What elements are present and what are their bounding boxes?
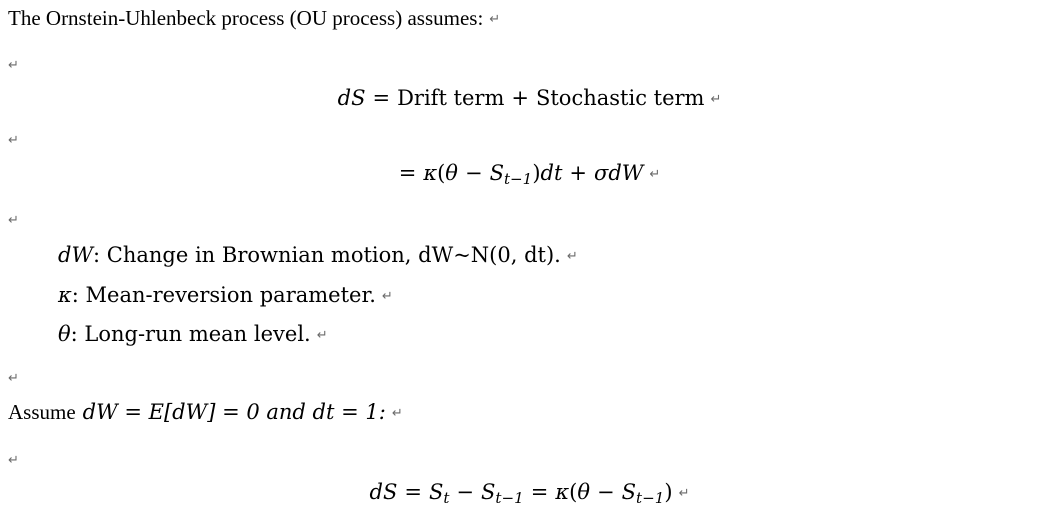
definition-dW-text: : Change in Brownian motion, dW~N(0, dt).: [93, 243, 561, 267]
assume-paragraph: [8, 402, 403, 423]
eq2-sigma: σ: [594, 161, 609, 185]
intro-text: The Ornstein-Uhlenbeck process (OU process) assumes:: [8, 6, 484, 30]
eq1-stochastic-term: Stochastic term: [535, 86, 705, 110]
pilcrow-mark-blank-5: ↵: [8, 452, 19, 467]
eq2-minus: −: [464, 161, 483, 185]
definition-dW: [58, 243, 578, 267]
pilcrow-mark: ↵: [489, 11, 501, 26]
definition-theta-text: : Long-run mean level.: [70, 322, 311, 346]
pilcrow-mark-blank-3: ↵: [8, 212, 19, 227]
eq2-dt: dt: [540, 161, 563, 185]
pilcrow-mark-def-3: ↵: [316, 327, 328, 342]
definition-kappa-symbol: κ: [58, 283, 72, 307]
assume-expression: dW = E[dW] = 0 and dt = 1:: [82, 400, 386, 424]
equation-ou-sde: [0, 161, 1059, 188]
pilcrow-mark-eq1: ↵: [710, 91, 722, 106]
eq1-equals: =: [372, 86, 391, 110]
pilcrow-mark-blank-4: ↵: [8, 370, 19, 385]
definition-kappa-text: : Mean-reversion parameter.: [71, 283, 376, 307]
eq2-S: S: [489, 161, 504, 185]
definition-theta: [58, 322, 328, 346]
eq2-plus: +: [569, 161, 588, 185]
pilcrow-mark-def-2: ↵: [381, 288, 393, 303]
eq2-open-paren: (: [437, 161, 446, 185]
equation-drift-stochastic: [0, 86, 1059, 110]
pilcrow-mark-eq3: ↵: [678, 485, 690, 500]
eq1-drift-term: Drift term: [397, 86, 505, 110]
equation-discretized: dS = $S_t - S_{t-1} = \kappa(\theta - S_{t-1})$ ↵: [369, 480, 690, 508]
definition-kappa: [58, 283, 393, 307]
pilcrow-mark-blank-2: ↵: [8, 132, 19, 147]
eq2-theta: θ: [445, 161, 458, 185]
pilcrow-mark-def-1: ↵: [566, 248, 578, 263]
pilcrow-mark-assume: ↵: [391, 405, 403, 420]
pilcrow-mark-eq2: ↵: [649, 166, 661, 181]
eq1-plus: +: [511, 86, 529, 110]
intro-paragraph: [8, 8, 500, 29]
eq2-dW: dW: [608, 161, 644, 185]
eq2-equals: =: [398, 161, 417, 185]
definition-dW-symbol: dW: [58, 243, 94, 267]
pilcrow-mark-blank-1: ↵: [8, 57, 19, 72]
eq1-lhs: dS: [337, 86, 366, 110]
definition-theta-symbol: θ: [58, 322, 71, 346]
eq2-S-subscript: t−1: [503, 170, 533, 189]
eq2-close-paren: ): [532, 161, 541, 185]
eq2-kappa: κ: [423, 161, 438, 185]
assume-word: Assume: [8, 400, 76, 424]
